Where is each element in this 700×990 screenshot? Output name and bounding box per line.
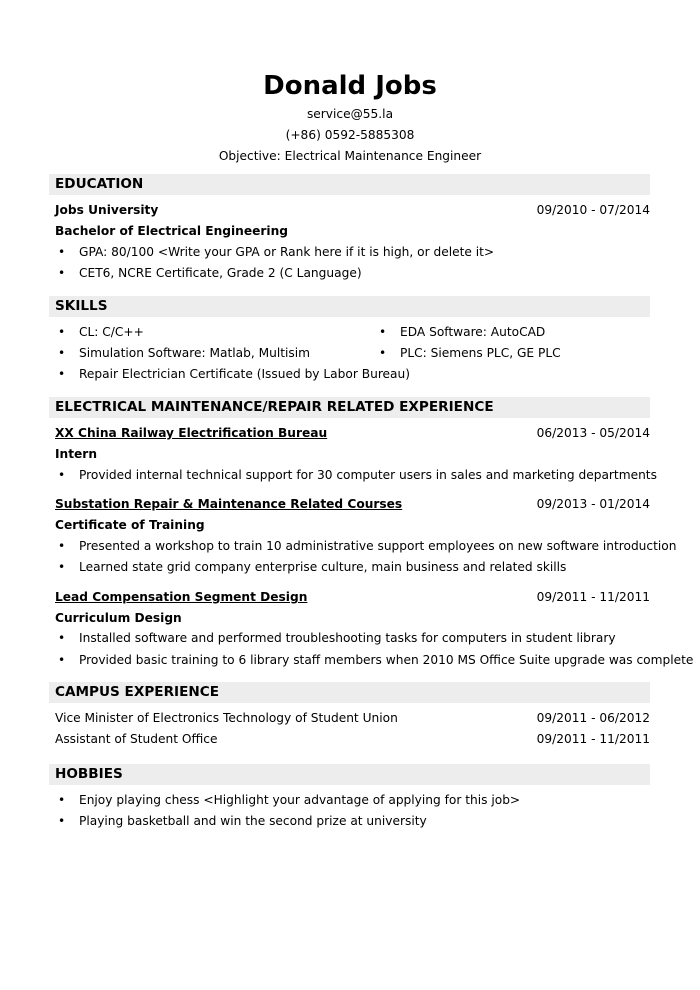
list-item: • PLC: Siemens PLC, GE PLC <box>376 343 561 364</box>
bullet-icon: • <box>58 560 66 574</box>
education-dates: 09/2010 - 07/2014 <box>536 203 650 217</box>
list-item: • Provided internal technical support for 30 computer users in sales and marketing departments <box>55 465 657 486</box>
objective-text: Objective: Electrical Maintenance Engineer <box>218 149 482 163</box>
list-item: • Installed software and performed troubleshooting tasks for computers in student library <box>55 628 616 649</box>
bullet-icon: • <box>379 346 387 360</box>
role-title: Intern <box>55 447 97 461</box>
role-title: Certificate of Training <box>55 518 205 532</box>
experience-row <box>55 494 650 515</box>
experience-dates: 09/2013 - 01/2014 <box>536 497 650 511</box>
section-title-skills: SKILLS <box>49 296 650 317</box>
organization-name: XX China Railway Electrification Bureau <box>55 426 328 440</box>
experience-dates: 09/2011 - 11/2011 <box>536 590 650 604</box>
bullet-icon: • <box>58 266 66 280</box>
resume-header <box>0 68 700 167</box>
list-item: • Repair Electrician Certificate (Issued by Labor Bureau) <box>55 364 410 385</box>
campus-dates: 09/2011 - 11/2011 <box>536 732 650 746</box>
role-title: Curriculum Design <box>55 611 182 625</box>
experience-row <box>55 587 650 608</box>
campus-role: Vice Minister of Electronics Technology of Student Union <box>55 711 398 725</box>
school-name: Jobs University <box>55 203 159 217</box>
list-item: • Learned state grid company enterprise culture, main business and related skills <box>55 557 566 578</box>
section-title-experience: ELECTRICAL MAINTENANCE/REPAIR RELATED EXPERIENCE <box>49 397 650 418</box>
candidate-name: Donald Jobs <box>263 71 437 101</box>
bullet-icon: • <box>58 814 66 828</box>
bullet-icon: • <box>58 653 66 667</box>
phone-text: (+86) 0592-5885308 <box>285 128 415 142</box>
email-text: service@55.la <box>306 107 394 121</box>
bullet-icon: • <box>58 325 66 339</box>
list-item: • Enjoy playing chess <Highlight your advantage of applying for this job> <box>55 790 520 811</box>
section-title-campus: CAMPUS EXPERIENCE <box>49 682 650 703</box>
experience-row <box>55 423 650 444</box>
bullet-icon: • <box>58 468 66 482</box>
list-item: • Simulation Software: Matlab, Multisim <box>55 343 310 364</box>
degree-name: Bachelor of Electrical Engineering <box>55 224 288 238</box>
organization-name: Lead Compensation Segment Design <box>55 590 308 604</box>
bullet-icon: • <box>379 325 387 339</box>
bullet-icon: • <box>58 793 66 807</box>
campus-dates: 09/2011 - 06/2012 <box>536 711 650 725</box>
campus-role: Assistant of Student Office <box>55 732 218 746</box>
bullet-icon: • <box>58 539 66 553</box>
education-row <box>55 200 650 221</box>
list-item: • GPA: 80/100 <Write your GPA or Rank here if it is high, or delete it> <box>55 242 494 263</box>
section-title-education: EDUCATION <box>49 174 650 195</box>
list-item: • CET6, NCRE Certificate, Grade 2 (C Language) <box>55 263 362 284</box>
list-item: • Provided basic training to 6 library staff members when 2010 MS Office Suite upgrade was complete <box>55 650 693 671</box>
organization-name: Substation Repair & Maintenance Related Courses <box>55 497 403 511</box>
campus-row <box>55 708 650 729</box>
bullet-icon: • <box>58 367 66 381</box>
bullet-icon: • <box>58 346 66 360</box>
campus-row <box>55 729 650 750</box>
section-title-hobbies: HOBBIES <box>49 764 650 785</box>
bullet-icon: • <box>58 631 66 645</box>
bullet-icon: • <box>58 245 66 259</box>
experience-dates: 06/2013 - 05/2014 <box>536 426 650 440</box>
list-item: • CL: C/C++ <box>55 322 144 343</box>
list-item: • Playing basketball and win the second prize at university <box>55 811 427 832</box>
list-item: • Presented a workshop to train 10 administrative support employees on new software introduction <box>55 536 676 557</box>
list-item: • EDA Software: AutoCAD <box>376 322 545 343</box>
